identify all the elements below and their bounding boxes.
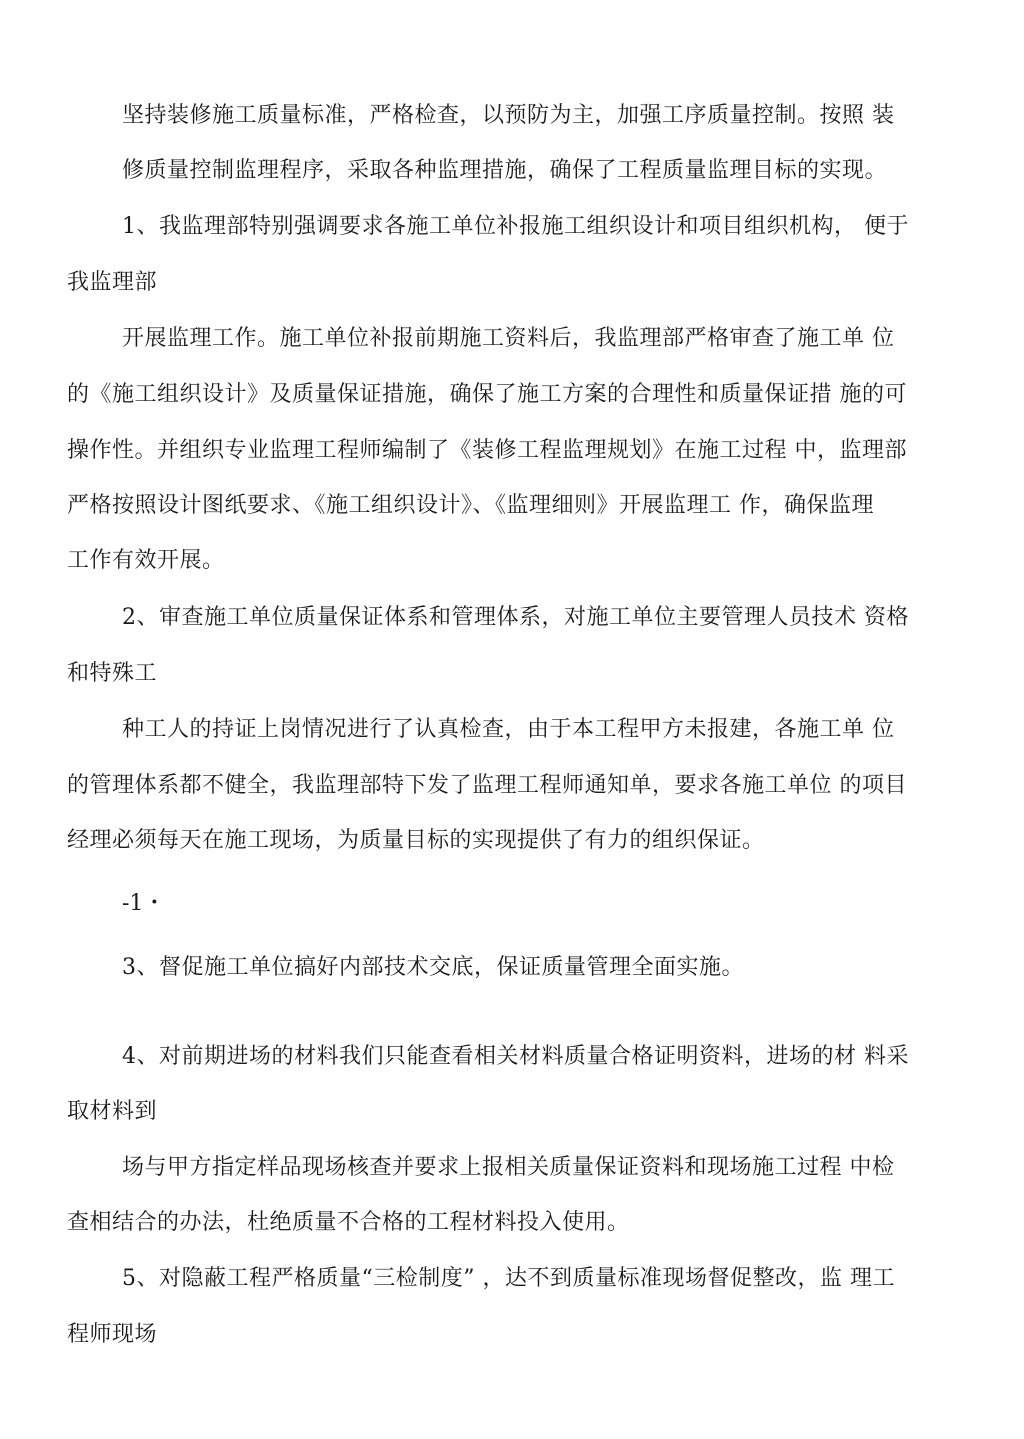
text-line: 取材料到 <box>67 1099 158 1124</box>
text-line: 经理必须每天在施工现场，为质量目标的实现提供了有力的组织保证。 <box>67 828 765 853</box>
page-number: -1・ <box>122 891 166 916</box>
text-line: 场与甲方指定样品现场核查并要求上报相关质量保证资料和现场施工过程 中检 <box>122 1155 895 1180</box>
text-line: 开展监理工作。施工单位补报前期施工资料后，我监理部严格审查了施工单 位 <box>122 326 895 351</box>
text-line: 4、对前期进场的材料我们只能查看相关材料质量合格证明资料，进场的材 料采 <box>122 1044 909 1069</box>
text-line: 2、审查施工单位质量保证体系和管理体系，对施工单位主要管理人员技术 资格 <box>122 605 909 630</box>
text-line: 3、督促施工单位搞好内部技术交底，保证质量管理全面实施。 <box>122 955 744 980</box>
text-line: 我监理部 <box>67 270 158 295</box>
text-line: 1、我监理部特别强调要求各施工单位补报施工组织设计和项目组织机构， 便于 <box>122 214 909 239</box>
text-line: 5、对隐蔽工程严格质量“三检制度” ，达不到质量标准现场督促整改，监 理工 <box>122 1266 895 1291</box>
text-line: 种工人的持证上岗情况进行了认真检查，由于本工程甲方未报建，各施工单 位 <box>122 717 895 742</box>
text-line: 程师现场 <box>67 1322 158 1347</box>
text-line: 的管理体系都不健全，我监理部特下发了监理工程师通知单，要求各施工单位 的项目 <box>67 773 907 798</box>
text-line: 和特殊工 <box>67 661 158 686</box>
text-line: 的《施工组织设计》及质量保证措施，确保了施工方案的合理性和质量保证措 施的可 <box>67 382 907 407</box>
text-line: 严格按照设计图纸要求、《施工组织设计》、《监理细则》开展监理工 作，确保监理 <box>67 493 874 518</box>
text-line: 工作有效开展。 <box>67 548 225 573</box>
text-line: 坚持装修施工质量标准，严格检查，以预防为主，加强工序质量控制。按照 装 <box>122 103 895 128</box>
text-line: 查相结合的办法，杜绝质量不合格的工程材料投入使用。 <box>67 1210 630 1235</box>
text-line: 修质量控制监理程序，采取各种监理措施，确保了工程质量监理目标的实现。 <box>122 158 888 183</box>
text-line: 操作性。并组织专业监理工程师编制了《装修工程监理规划》在施工过程 中，监理部 <box>67 438 907 463</box>
